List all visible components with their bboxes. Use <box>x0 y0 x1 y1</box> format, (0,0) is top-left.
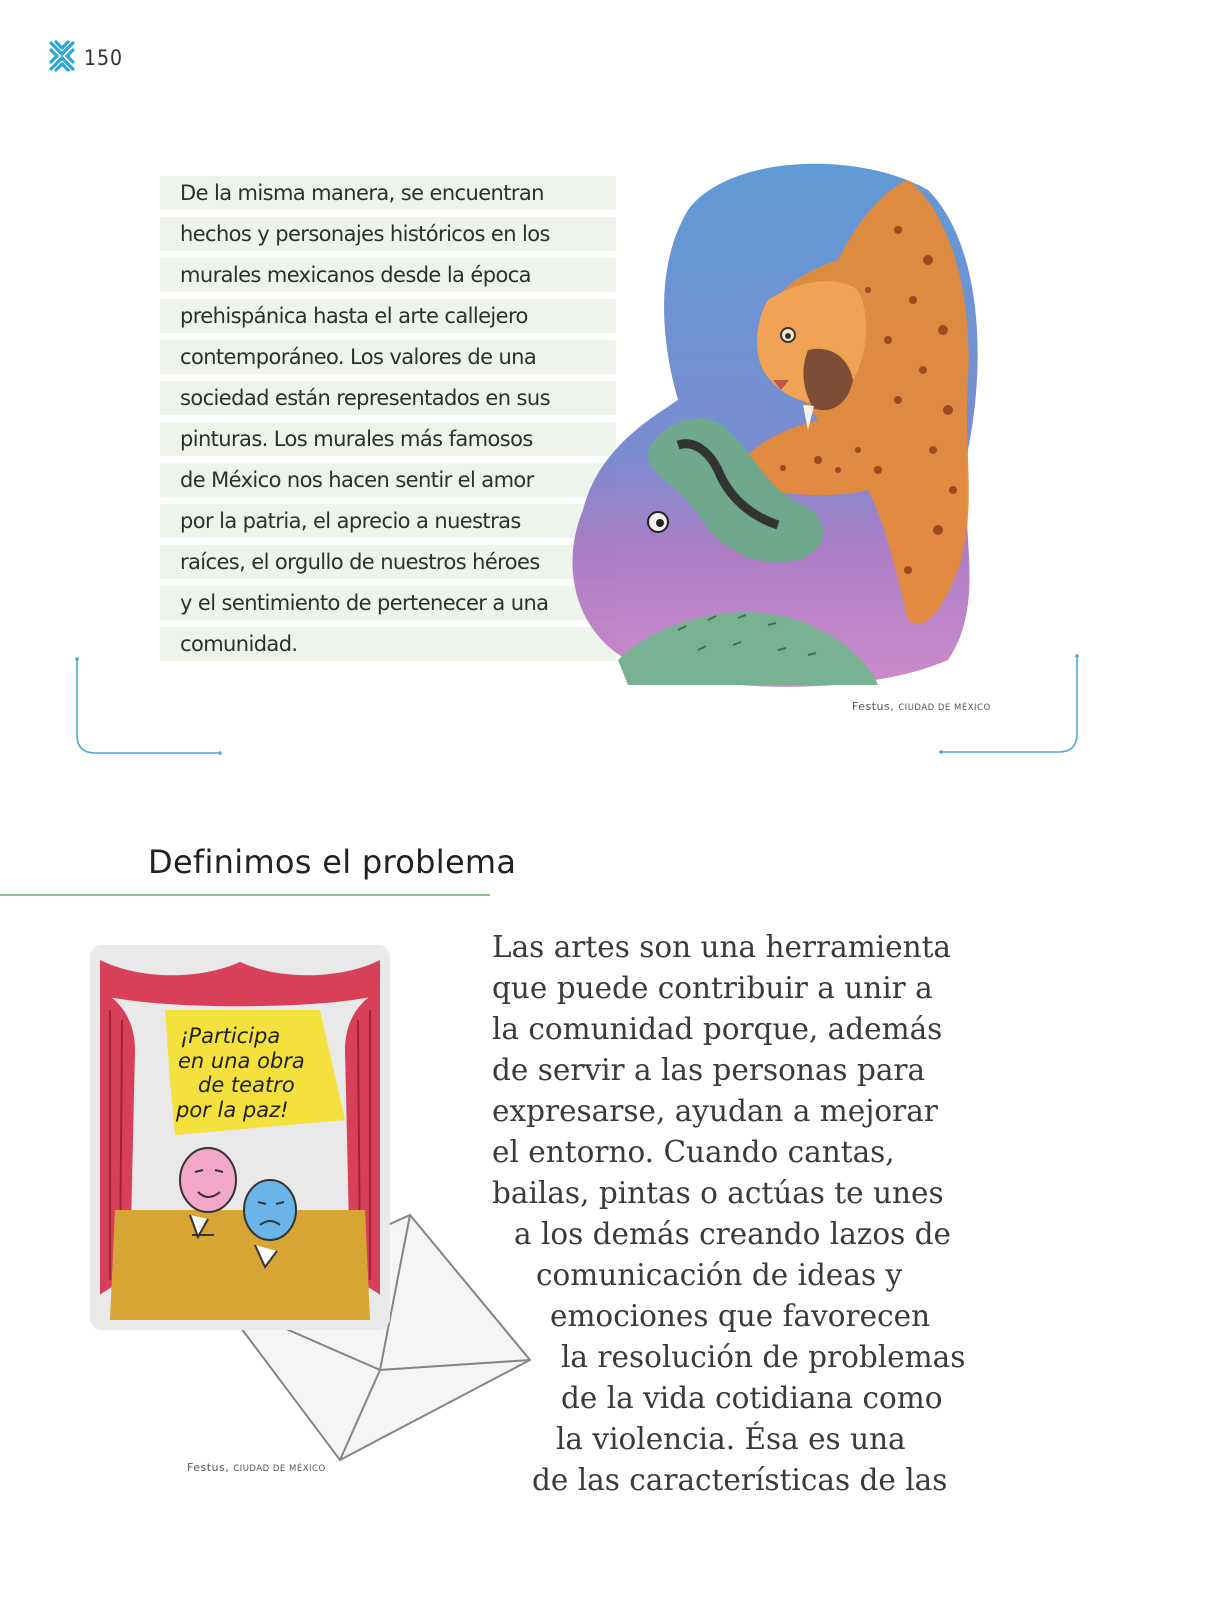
body-line: de las características de las <box>532 1463 948 1497</box>
intro-line: murales mexicanos desde la época <box>160 258 616 292</box>
body-line: a los demás creando lazos de <box>514 1217 951 1251</box>
intro-line: de México nos hacen sentir el amor <box>160 463 616 497</box>
intro-line: por la patria, el aprecio a nuestras <box>160 504 616 538</box>
caption-place: CIUDAD DE MÉXICO <box>898 703 991 713</box>
mexico-emblem-icon <box>48 39 76 77</box>
body-line: la resolución de problemas <box>561 1340 966 1374</box>
page-header <box>48 40 123 76</box>
body-line: de servir a las personas para <box>492 1053 926 1087</box>
body-line: bailas, pintas o actúas te unes <box>492 1176 944 1210</box>
left-bracket <box>70 655 230 759</box>
body-line: la violencia. Ésa es una <box>556 1422 906 1456</box>
jaguar-serpent-illustration <box>568 150 998 700</box>
caption-place: CIUDAD DE MÉXICO <box>233 1464 326 1474</box>
body-line: que puede contribuir a unir a <box>492 971 933 1005</box>
body-line: expresarse, ayudan a mejorar <box>492 1094 938 1128</box>
intro-line: y el sentimiento de pertenecer a una <box>160 586 616 620</box>
right-bracket <box>935 652 1085 758</box>
intro-line: contemporáneo. Los valores de una <box>160 340 616 374</box>
body-line: el entorno. Cuando cantas, <box>492 1135 895 1169</box>
intro-line: pinturas. Los murales más famosos <box>160 422 616 456</box>
intro-line: prehispánica hasta el arte callejero <box>160 299 616 333</box>
intro-line: comunidad. <box>160 627 616 661</box>
body-line: comunicación de ideas y <box>536 1258 903 1292</box>
theater-poster-illustration <box>80 940 550 1520</box>
caption-author: Festus, <box>187 1461 230 1474</box>
page-number: 150 <box>84 46 124 70</box>
intro-line: raíces, el orgullo de nuestros héroes <box>160 545 616 579</box>
poster-text: en una obra <box>178 1049 305 1073</box>
title-underline <box>0 894 490 896</box>
poster-text: por la paz! <box>176 1098 289 1122</box>
intro-line: hechos y personajes históricos en los <box>160 217 616 251</box>
intro-line: De la misma manera, se encuentran <box>160 176 616 210</box>
caption-author: Festus, <box>852 700 895 713</box>
section-title: Definimos el problema <box>148 843 517 881</box>
intro-line: sociedad están representados en sus <box>160 381 616 415</box>
body-line: emociones que favorecen <box>550 1299 931 1333</box>
figure2-caption <box>187 1461 326 1474</box>
body-line: de la vida cotidiana como <box>561 1381 943 1415</box>
body-line: Las artes son una herramienta <box>492 930 952 964</box>
body-line: la comunidad porque, además <box>492 1012 943 1046</box>
intro-paragraph <box>160 176 616 668</box>
poster-text: de teatro <box>198 1073 295 1097</box>
poster-text: ¡Participa <box>180 1024 281 1048</box>
